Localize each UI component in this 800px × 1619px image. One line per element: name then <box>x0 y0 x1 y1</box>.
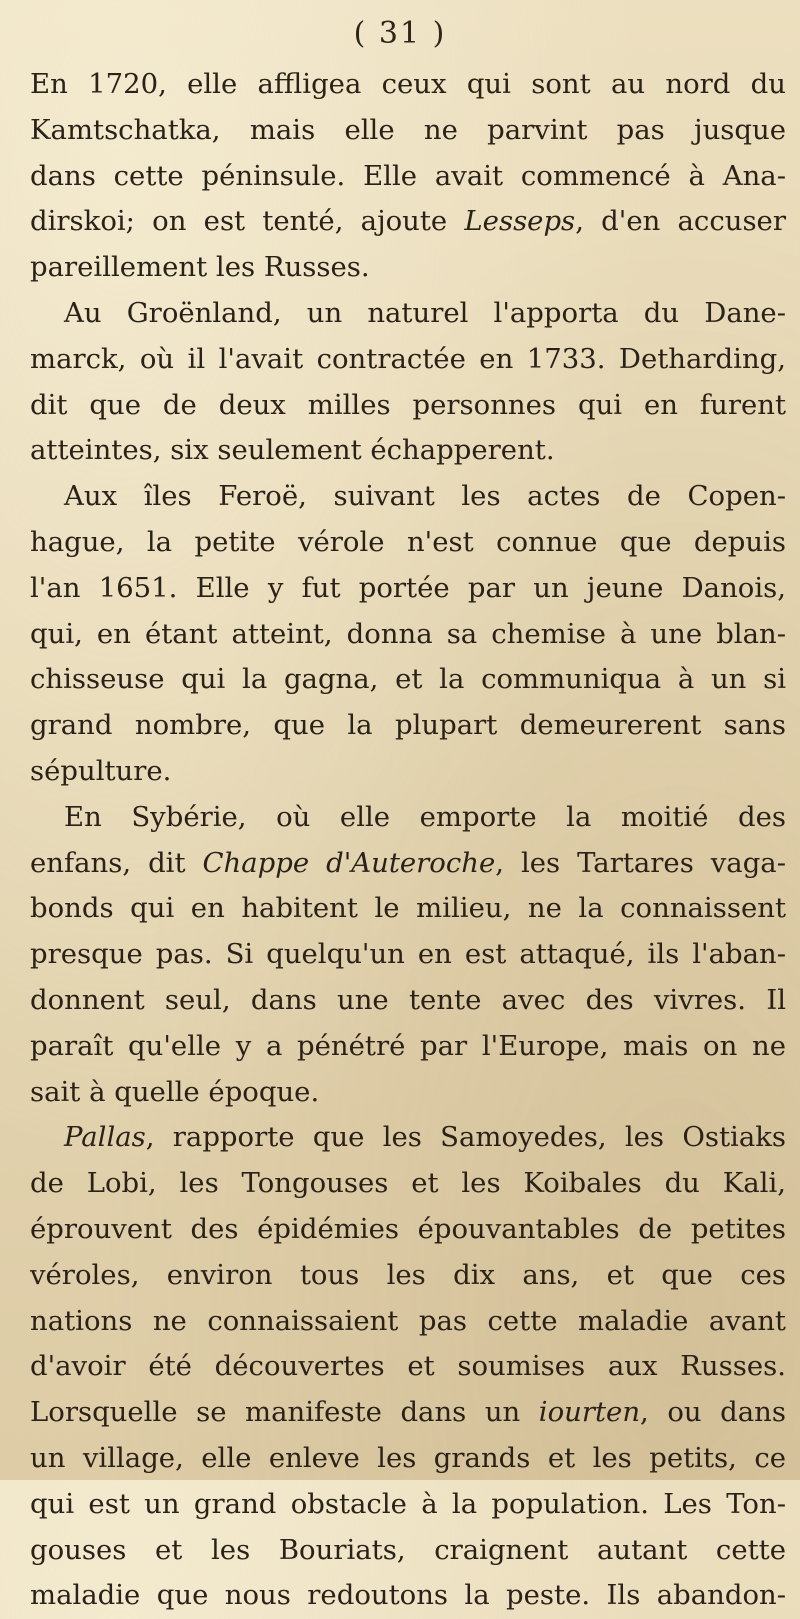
text-line: Pallas, rapporte que les Samoyedes, les Ostiaks <box>64 1121 786 1154</box>
text-line: En Sybérie, où elle emporte la moitié des <box>64 800 786 833</box>
text-line: Aux îles Feroë, suivant les actes de Copen- <box>64 480 786 513</box>
text-line: bonds qui en habitent le milieu, ne la connaissent <box>30 892 786 925</box>
italic-name: iourten <box>538 1396 641 1429</box>
text-line: chisseuse qui la gagna, et la communiqua à un si <box>30 663 786 696</box>
text-line: qui est un grand obstacle à la population. Les Ton- <box>30 1487 786 1520</box>
text-line: qui, en étant atteint, donna sa chemise à une blan- <box>30 617 786 650</box>
text-line: hague, la petite vérole n'est connue que depuis <box>30 525 786 558</box>
text-line: marck, où il l'avait contractée en 1733. Detharding, <box>30 342 786 375</box>
text-line: paraît qu'elle y a pénétré par l'Europe, mais on ne <box>30 1029 786 1062</box>
text-line: dirskoi; on est tenté, ajoute Lesseps, d'en accuser <box>30 205 786 238</box>
italic-name: Chappe d'Auteroche <box>202 846 496 879</box>
text-line: donnent seul, dans une tente avec des vivres. Il <box>30 983 786 1016</box>
text-line: dans cette péninsule. Elle avait commencé à Ana- <box>30 159 786 192</box>
text-line: gouses et les Bouriats, craignent autant cette <box>30 1533 786 1566</box>
text-line: d'avoir été découvertes et soumises aux Russes. <box>30 1350 786 1383</box>
italic-name: Lesseps <box>464 205 576 238</box>
text-line: Kamtschatka, mais elle ne parvint pas jusque <box>30 113 786 146</box>
text-line: En 1720, elle affligea ceux qui sont au nord du <box>30 68 786 100</box>
paragraph <box>30 291 786 474</box>
text-line: pareillement les Russes. <box>30 251 370 284</box>
text-line: sépulture. <box>30 754 172 787</box>
text-line: éprouvent des épidémies épouvantables de petites <box>30 1212 786 1245</box>
page-number: ( 31 ) <box>353 16 447 51</box>
text-line: enfans, dit Chappe d'Auteroche, les Tartares vaga- <box>30 846 786 879</box>
text-line: dit que de deux milles personnes qui en furent <box>30 388 786 421</box>
text-line: sait à quelle époque. <box>30 1075 320 1108</box>
text-line: nations ne connaissaient pas cette maladie avant <box>30 1304 786 1337</box>
text-line: de Lobi, les Tongouses et les Koibales du Kali, <box>30 1167 786 1200</box>
text-line: grand nombre, que la plupart demeurerent sans <box>30 709 786 742</box>
text-line: Au Groënland, un naturel l'apporta du Dane- <box>64 296 786 329</box>
paragraph <box>30 62 786 291</box>
paragraph <box>30 795 786 1116</box>
text-line: atteintes, six seulement échapperent. <box>30 434 555 467</box>
paragraph <box>30 474 786 795</box>
page-text <box>30 62 786 1619</box>
paragraph <box>30 1115 786 1619</box>
italic-name: Pallas <box>64 1121 146 1154</box>
text-line: l'an 1651. Elle y fut portée par un jeune Danois, <box>30 571 786 604</box>
text-line: presque pas. Si quelqu'un en est attaqué, ils l'aban- <box>30 938 786 971</box>
text-line: véroles, environ tous les dix ans, et que ces <box>30 1258 786 1291</box>
text-line: maladie que nous redoutons la peste. Ils abandon- <box>30 1579 786 1612</box>
text-line: un village, elle enleve les grands et les petits, ce <box>30 1441 786 1474</box>
text-line: Lorsquelle se manifeste dans un iourten, ou dans <box>30 1396 786 1429</box>
